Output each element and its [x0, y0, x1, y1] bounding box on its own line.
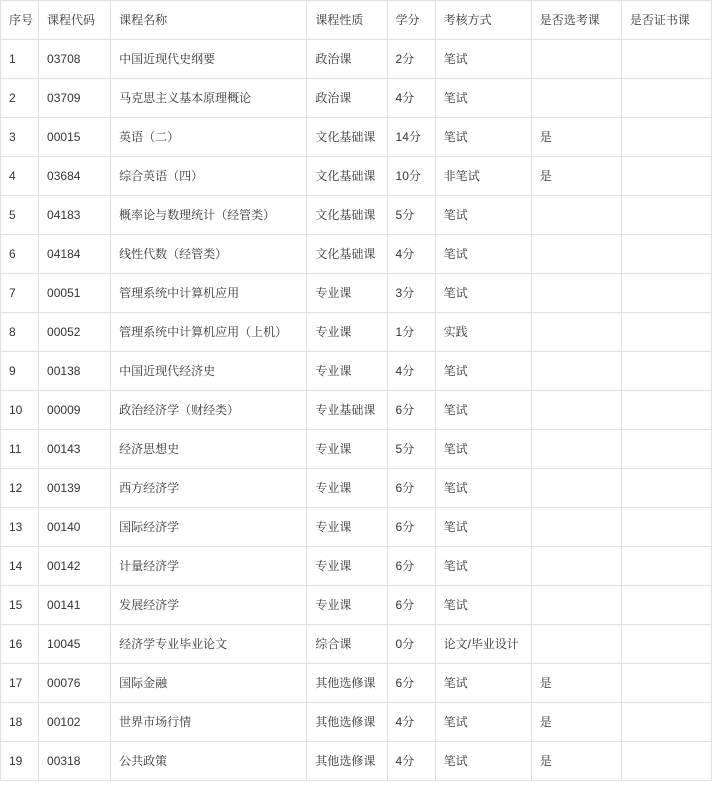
cell-course-name: 公共政策 [111, 742, 307, 781]
cell-is-elective [531, 508, 621, 547]
cell-course-name: 中国近现代史纲要 [111, 40, 307, 79]
cell-course-code: 00015 [39, 118, 111, 157]
table-row [1, 625, 712, 664]
cell-index: 12 [1, 469, 39, 508]
cell-credits: 4分 [387, 352, 435, 391]
cell-credits: 10分 [387, 157, 435, 196]
table-row [1, 313, 712, 352]
cell-is-elective [531, 547, 621, 586]
cell-credits: 6分 [387, 469, 435, 508]
cell-is-elective [531, 469, 621, 508]
cell-index: 11 [1, 430, 39, 469]
cell-exam-method: 笔试 [435, 40, 531, 79]
cell-is-certificate [621, 547, 711, 586]
cell-credits: 4分 [387, 79, 435, 118]
cell-is-certificate [621, 391, 711, 430]
cell-course-name: 英语（二） [111, 118, 307, 157]
cell-course-name: 经济学专业毕业论文 [111, 625, 307, 664]
table-row [1, 547, 712, 586]
cell-is-certificate [621, 703, 711, 742]
cell-course-code: 00142 [39, 547, 111, 586]
cell-course-name: 国际金融 [111, 664, 307, 703]
cell-credits: 5分 [387, 430, 435, 469]
cell-credits: 6分 [387, 391, 435, 430]
table-row [1, 664, 712, 703]
column-header-is-elective: 是否选考课 [531, 1, 621, 40]
cell-is-elective: 是 [531, 703, 621, 742]
cell-is-certificate [621, 118, 711, 157]
column-header-exam-method: 考核方式 [435, 1, 531, 40]
cell-course-code: 00138 [39, 352, 111, 391]
cell-exam-method: 实践 [435, 313, 531, 352]
cell-index: 7 [1, 274, 39, 313]
cell-exam-method: 笔试 [435, 508, 531, 547]
cell-is-certificate [621, 625, 711, 664]
cell-is-certificate [621, 313, 711, 352]
cell-course-type: 文化基础课 [307, 118, 387, 157]
cell-course-code: 00141 [39, 586, 111, 625]
cell-course-name: 经济思想史 [111, 430, 307, 469]
table-row [1, 742, 712, 781]
table-row [1, 79, 712, 118]
cell-course-type: 专业基础课 [307, 391, 387, 430]
cell-course-type: 文化基础课 [307, 196, 387, 235]
cell-exam-method: 论文/毕业设计 [435, 625, 531, 664]
cell-course-type: 政治课 [307, 79, 387, 118]
table-row [1, 196, 712, 235]
cell-is-elective [531, 391, 621, 430]
cell-index: 2 [1, 79, 39, 118]
cell-exam-method: 笔试 [435, 703, 531, 742]
cell-index: 18 [1, 703, 39, 742]
table-row [1, 508, 712, 547]
table-row [1, 274, 712, 313]
cell-course-type: 专业课 [307, 547, 387, 586]
table-row [1, 391, 712, 430]
table-header-row [1, 1, 712, 40]
cell-is-elective [531, 196, 621, 235]
table-row [1, 430, 712, 469]
cell-credits: 5分 [387, 196, 435, 235]
cell-course-code: 00139 [39, 469, 111, 508]
cell-is-elective [531, 430, 621, 469]
cell-course-name: 计量经济学 [111, 547, 307, 586]
cell-course-code: 00140 [39, 508, 111, 547]
cell-is-certificate [621, 274, 711, 313]
cell-course-name: 马克思主义基本原理概论 [111, 79, 307, 118]
cell-exam-method: 笔试 [435, 547, 531, 586]
cell-index: 6 [1, 235, 39, 274]
cell-exam-method: 笔试 [435, 664, 531, 703]
cell-index: 16 [1, 625, 39, 664]
table-body [1, 40, 712, 781]
cell-is-certificate [621, 352, 711, 391]
cell-course-name: 管理系统中计算机应用 [111, 274, 307, 313]
cell-course-type: 其他选修课 [307, 742, 387, 781]
cell-is-certificate [621, 469, 711, 508]
cell-course-code: 04184 [39, 235, 111, 274]
cell-index: 9 [1, 352, 39, 391]
cell-exam-method: 笔试 [435, 742, 531, 781]
cell-index: 3 [1, 118, 39, 157]
cell-exam-method: 笔试 [435, 391, 531, 430]
cell-course-code: 00102 [39, 703, 111, 742]
cell-course-type: 专业课 [307, 430, 387, 469]
cell-index: 19 [1, 742, 39, 781]
cell-is-elective [531, 79, 621, 118]
column-header-is-certificate: 是否证书课 [621, 1, 711, 40]
cell-is-elective [531, 274, 621, 313]
cell-is-elective [531, 586, 621, 625]
cell-credits: 6分 [387, 547, 435, 586]
cell-course-code: 00009 [39, 391, 111, 430]
cell-course-code: 00143 [39, 430, 111, 469]
cell-course-type: 专业课 [307, 274, 387, 313]
cell-course-type: 其他选修课 [307, 664, 387, 703]
cell-course-name: 管理系统中计算机应用（上机） [111, 313, 307, 352]
cell-credits: 3分 [387, 274, 435, 313]
cell-is-certificate [621, 664, 711, 703]
cell-course-name: 西方经济学 [111, 469, 307, 508]
cell-is-certificate [621, 235, 711, 274]
cell-course-type: 综合课 [307, 625, 387, 664]
cell-credits: 4分 [387, 703, 435, 742]
cell-course-name: 综合英语（四） [111, 157, 307, 196]
cell-is-elective: 是 [531, 157, 621, 196]
cell-course-name: 世界市场行情 [111, 703, 307, 742]
table-row [1, 157, 712, 196]
cell-course-name: 中国近现代经济史 [111, 352, 307, 391]
cell-is-certificate [621, 508, 711, 547]
column-header-credits: 学分 [387, 1, 435, 40]
cell-course-code: 00318 [39, 742, 111, 781]
cell-credits: 6分 [387, 664, 435, 703]
cell-credits: 2分 [387, 40, 435, 79]
cell-credits: 14分 [387, 118, 435, 157]
cell-course-type: 其他选修课 [307, 703, 387, 742]
cell-course-code: 00052 [39, 313, 111, 352]
cell-exam-method: 笔试 [435, 235, 531, 274]
cell-index: 13 [1, 508, 39, 547]
cell-course-type: 专业课 [307, 313, 387, 352]
cell-is-certificate [621, 586, 711, 625]
cell-is-certificate [621, 742, 711, 781]
cell-is-elective: 是 [531, 118, 621, 157]
cell-credits: 6分 [387, 508, 435, 547]
cell-exam-method: 笔试 [435, 352, 531, 391]
cell-course-type: 专业课 [307, 352, 387, 391]
table-header [1, 1, 712, 40]
table-row [1, 469, 712, 508]
cell-index: 10 [1, 391, 39, 430]
column-header-index: 序号 [1, 1, 39, 40]
cell-is-elective: 是 [531, 664, 621, 703]
cell-course-name: 发展经济学 [111, 586, 307, 625]
cell-course-name: 政治经济学（财经类） [111, 391, 307, 430]
cell-index: 1 [1, 40, 39, 79]
cell-credits: 0分 [387, 625, 435, 664]
cell-course-code: 04183 [39, 196, 111, 235]
table-row [1, 586, 712, 625]
cell-credits: 6分 [387, 586, 435, 625]
cell-exam-method: 笔试 [435, 79, 531, 118]
cell-course-code: 03708 [39, 40, 111, 79]
cell-is-certificate [621, 196, 711, 235]
cell-is-certificate [621, 157, 711, 196]
table-row [1, 40, 712, 79]
cell-course-code: 03684 [39, 157, 111, 196]
cell-course-code: 00076 [39, 664, 111, 703]
cell-course-type: 专业课 [307, 469, 387, 508]
cell-is-elective [531, 40, 621, 79]
cell-index: 5 [1, 196, 39, 235]
cell-is-elective [531, 352, 621, 391]
cell-exam-method: 笔试 [435, 430, 531, 469]
cell-exam-method: 笔试 [435, 586, 531, 625]
cell-course-type: 专业课 [307, 508, 387, 547]
cell-is-elective: 是 [531, 742, 621, 781]
cell-is-elective [531, 313, 621, 352]
cell-is-certificate [621, 40, 711, 79]
column-header-course-code: 课程代码 [39, 1, 111, 40]
cell-credits: 1分 [387, 313, 435, 352]
cell-course-code: 00051 [39, 274, 111, 313]
cell-index: 17 [1, 664, 39, 703]
cell-course-type: 专业课 [307, 586, 387, 625]
cell-index: 14 [1, 547, 39, 586]
cell-exam-method: 笔试 [435, 118, 531, 157]
cell-course-type: 文化基础课 [307, 235, 387, 274]
cell-exam-method: 非笔试 [435, 157, 531, 196]
cell-is-elective [531, 625, 621, 664]
cell-is-certificate [621, 430, 711, 469]
table-row [1, 235, 712, 274]
column-header-course-name: 课程名称 [111, 1, 307, 40]
cell-is-certificate [621, 79, 711, 118]
cell-index: 8 [1, 313, 39, 352]
cell-index: 15 [1, 586, 39, 625]
cell-course-name: 概率论与数理统计（经管类） [111, 196, 307, 235]
cell-credits: 4分 [387, 742, 435, 781]
cell-credits: 4分 [387, 235, 435, 274]
cell-exam-method: 笔试 [435, 274, 531, 313]
cell-course-code: 03709 [39, 79, 111, 118]
cell-course-type: 政治课 [307, 40, 387, 79]
cell-course-code: 10045 [39, 625, 111, 664]
table-row [1, 703, 712, 742]
cell-is-elective [531, 235, 621, 274]
cell-exam-method: 笔试 [435, 196, 531, 235]
cell-index: 4 [1, 157, 39, 196]
cell-course-type: 文化基础课 [307, 157, 387, 196]
cell-exam-method: 笔试 [435, 469, 531, 508]
cell-course-name: 国际经济学 [111, 508, 307, 547]
table-row [1, 118, 712, 157]
column-header-course-type: 课程性质 [307, 1, 387, 40]
table-row [1, 352, 712, 391]
cell-course-name: 线性代数（经管类） [111, 235, 307, 274]
